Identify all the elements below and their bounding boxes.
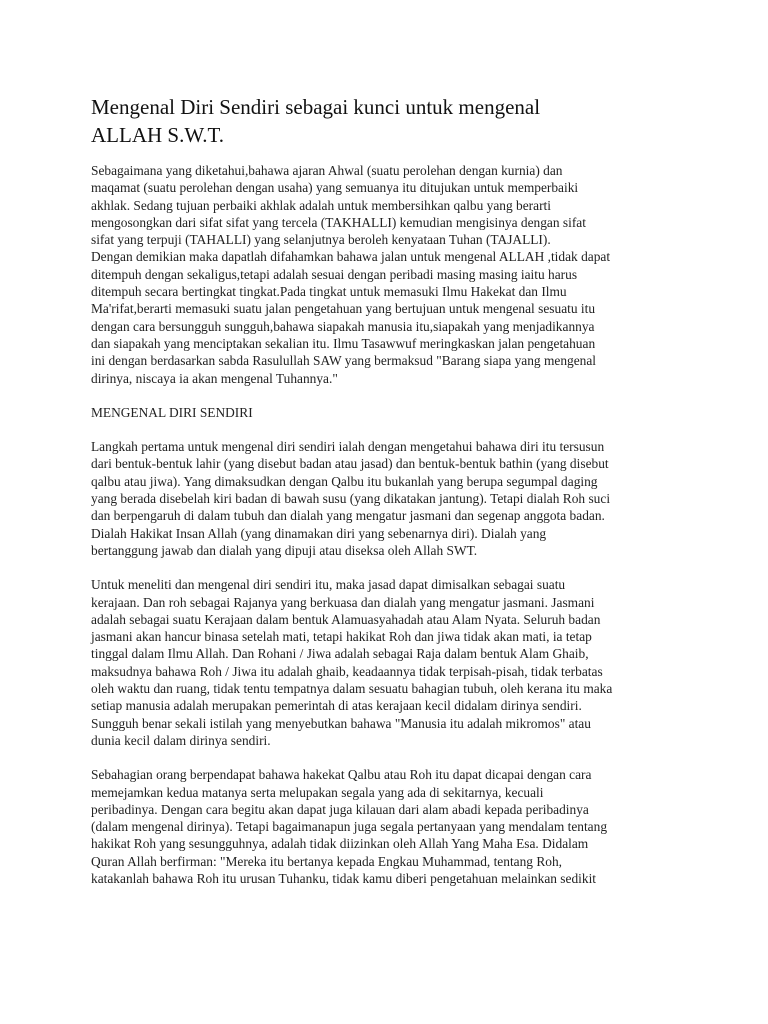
title-line: Mengenal Diri Sendiri sebagai kunci untuk mengenal bbox=[91, 95, 541, 119]
text-line: sifat yang terpuji (TAHALLI) yang selanjutnya beroleh kenyataan Tuhan (TAJALLI). bbox=[91, 232, 551, 248]
text-line: jasmani akan hancur binasa setelah mati, tetapi hakikat Roh dan jiwa tidak akan mati, ia tetap bbox=[91, 629, 592, 645]
text-line: tinggal dalam Ilmu Allah. Dan Rohani / Jiwa adalah sebagai Raja dalam bentuk Alam Ghaib, bbox=[91, 646, 589, 662]
text-line: kerajaan. Dan roh sebagai Rajanya yang berkuasa dan dialah yang mengatur jasmani. Jasmani bbox=[91, 594, 595, 610]
text-line: dan berpengaruh di dalam tubuh dan dialah yang mengatur jasmani dan segenap anggota badan. bbox=[91, 508, 605, 524]
text-line: memejamkan kedua matanya serta melupakan segala yang ada di sekitarnya, kecuali bbox=[91, 784, 544, 800]
document-title bbox=[91, 93, 691, 149]
text-line: dari bentuk-bentuk lahir (yang disebut badan atau jasad) dan bentuk-bentuk bathin (yang disebut bbox=[91, 456, 609, 472]
text-line: dirinya, niscaya ia akan mengenal Tuhannya." bbox=[91, 370, 338, 386]
text-line: dengan cara bersungguh sungguh,bahawa siapakah manusia itu,siapakah yang menjadikannya bbox=[91, 318, 595, 334]
text-line: (dalam mengenal dirinya). Tetapi bagaimanapun juga segala pertanyaan yang mendalam tentang bbox=[91, 819, 608, 835]
text-line: hakikat Roh yang sesungguhnya, adalah tidak diizinkan oleh Allah Yang Maha Esa. Didalam bbox=[91, 836, 589, 852]
text-line: ini dengan berdasarkan sabda Rasulullah SAW yang bermaksud "Barang siapa yang mengenal bbox=[91, 353, 597, 369]
section-heading: MENGENAL DIRI SENDIRI bbox=[91, 404, 253, 420]
intro-paragraph bbox=[91, 162, 691, 387]
text-line: Untuk meneliti dan mengenal diri sendiri itu, maka jasad dapat dimisalkan sebagai suatu bbox=[91, 577, 566, 593]
text-line: Sungguh benar sekali istilah yang menyebutkan bahawa "Manusia itu adalah mikromos" atau bbox=[91, 715, 591, 731]
text-line: Quran Allah berfirman: "Mereka itu bertanya kepada Engkau Muhammad, tentang Roh, bbox=[91, 853, 563, 869]
document-page bbox=[91, 93, 691, 904]
text-line: ditempuh secara bertingkat tingkat.Pada tingkat untuk memasuki Ilmu Hakekat dan Ilmu bbox=[91, 284, 567, 300]
text-line: Sebagaimana yang diketahui,bahawa ajaran Ahwal (suatu perolehan dengan kurnia) dan bbox=[91, 163, 563, 178]
text-line: qalbu atau jiwa). Yang dimaksudkan dengan Qalbu itu bukanlah yang berupa segumpal daging bbox=[91, 473, 598, 489]
section-paragraph bbox=[91, 766, 691, 887]
text-line: ditempuh dengan sekaligus,tetapi adalah sesuai dengan peribadi masing masing iaitu harus bbox=[91, 266, 578, 282]
text-line: adalah sebagai suatu Kerajaan dalam bentuk Alamuasyahadah atau Alam Nyata. Seluruh badan bbox=[91, 611, 601, 627]
text-line: setiap manusia adalah merupakan pemerintah di atas kerajaan kecil didalam dirinya sendiri. bbox=[91, 698, 582, 714]
text-line: maqamat (suatu perolehan dengan usaha) yang semuanya itu ditujukan untuk memperbaiki bbox=[91, 180, 579, 196]
text-line: katakanlah bahawa Roh itu urusan Tuhanku, tidak kamu diberi pengetahuan melainkan sedikit bbox=[91, 870, 597, 886]
text-line: dan siapakah yang menciptakan sekalian itu. Ilmu Tasawwuf meringkaskan jalan pengetahuan bbox=[91, 335, 596, 351]
text-line: Dialah Hakikat Insan Allah (yang dinamakan diri yang sebenarnya diri). Dialah yang bbox=[91, 525, 547, 541]
section-paragraph bbox=[91, 438, 691, 559]
text-line: mengosongkan dari sifat sifat yang tercela (TAKHALLI) kemudian mengisinya dengan sifat bbox=[91, 214, 586, 230]
text-line: Ma'rifat,berarti memasuki suatu jalan pengetahuan yang bertujuan untuk mengenal sesuatu itu bbox=[91, 301, 596, 317]
text-line: akhlak. Sedang tujuan perbaiki akhlak adalah untuk membersihkan qalbu yang berarti bbox=[91, 197, 551, 213]
text-line: maksudnya bahawa Roh / Jiwa itu adalah ghaib, keadaannya tidak terpisah-pisah, tidak terbatas bbox=[91, 663, 603, 679]
text-line: dunia kecil dalam dirinya sendiri. bbox=[91, 732, 271, 748]
text-line: oleh waktu dan ruang, tidak tentu tempatnya dalam sesuatu bahagian tubuh, oleh kerana itu maka bbox=[91, 681, 613, 697]
text-line: bertanggung jawab dan dialah yang dipuji atau diseksa oleh Allah SWT. bbox=[91, 542, 478, 558]
section-paragraph bbox=[91, 576, 691, 749]
text-line: Sebahagian orang berpendapat bahawa hakekat Qalbu atau Roh itu dapat dicapai dengan cara bbox=[91, 767, 592, 783]
text-line: yang berada disebelah kiri badan di bawah susu (yang dikatakan jantung). Tetapi dialah Roh suci bbox=[91, 491, 611, 507]
text-line: Dengan demikian maka dapatlah difahamkan bahawa jalan untuk mengenal ALLAH ,tidak dapat bbox=[91, 249, 611, 265]
title-line: ALLAH S.W.T. bbox=[91, 123, 224, 147]
text-line: peribadinya. Dengan cara begitu akan dapat juga kilauan dari alam abadi kepada peribadinya bbox=[91, 801, 589, 817]
text-line: Langkah pertama untuk mengenal diri sendiri ialah dengan mengetahui bahawa diri itu tersusun bbox=[91, 439, 605, 455]
